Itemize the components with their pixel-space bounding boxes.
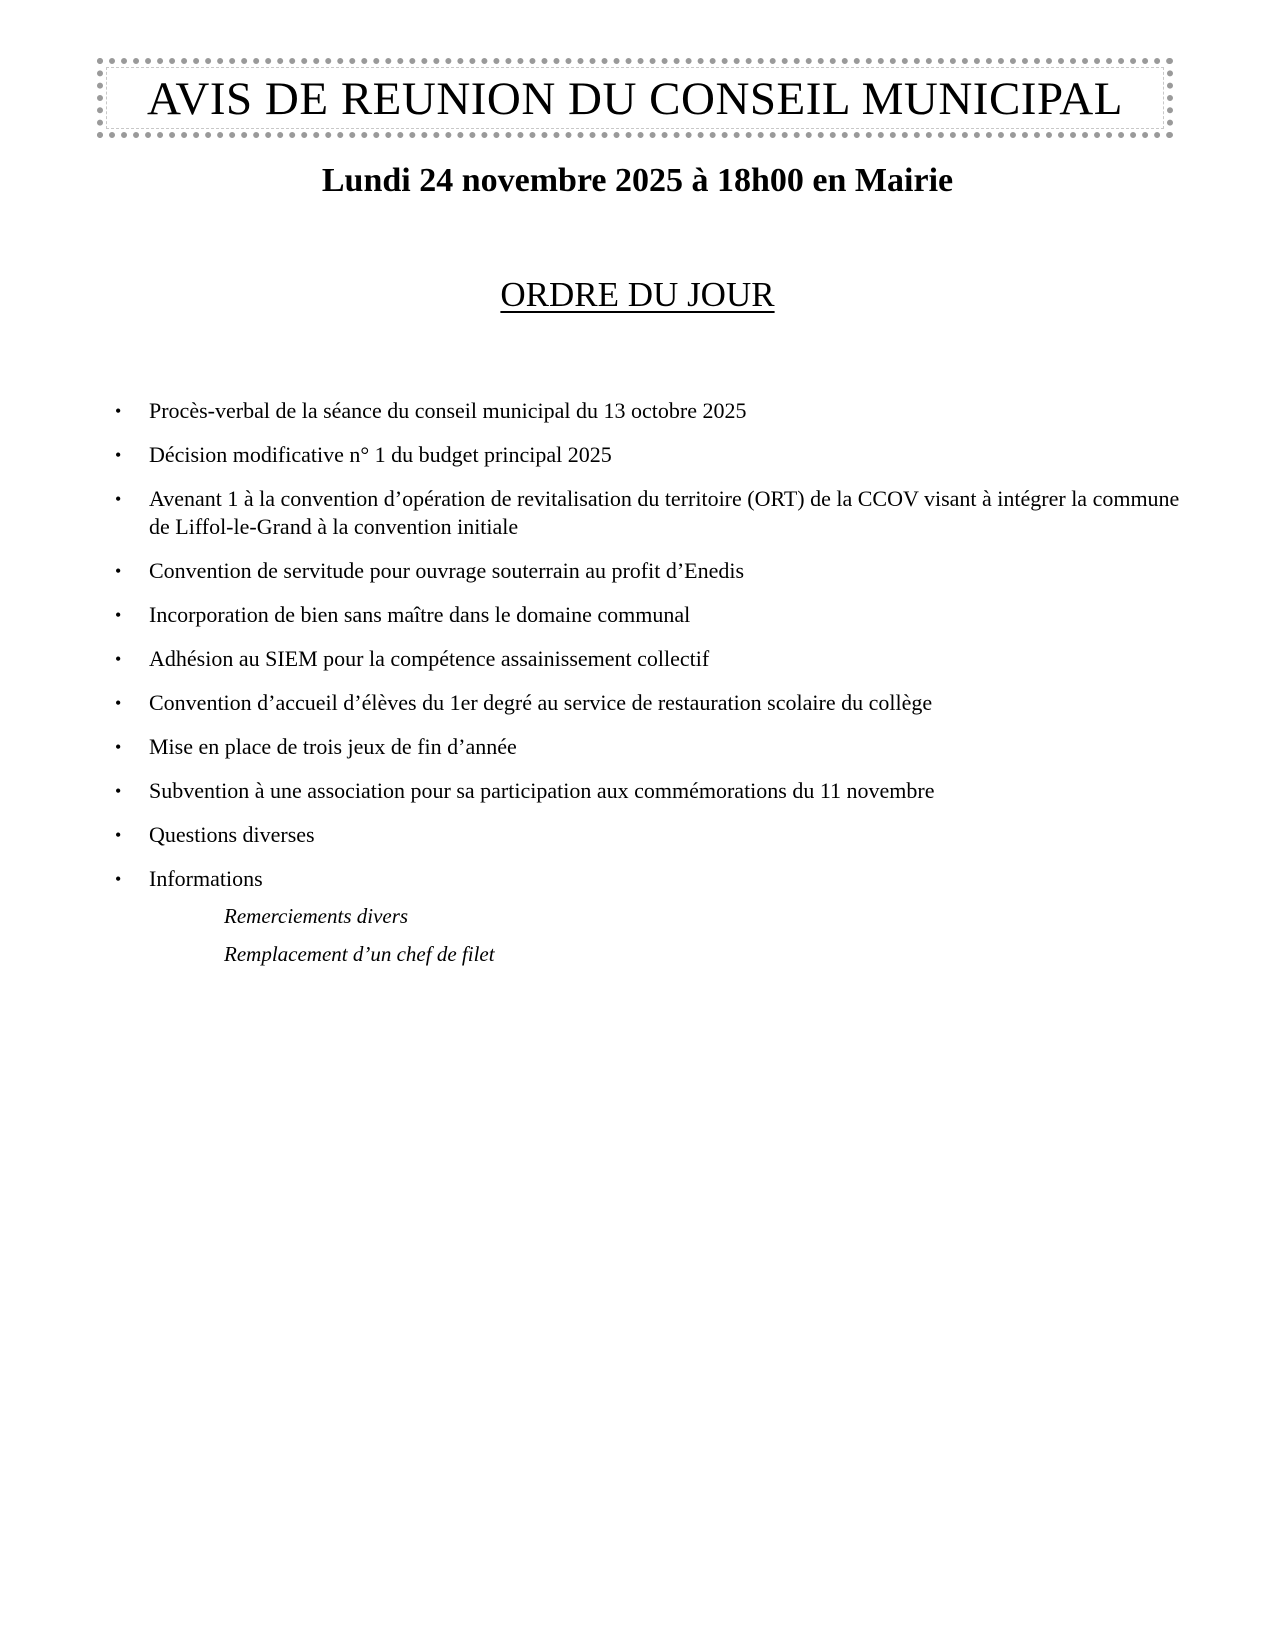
information-item: Remplacement d’un chef de filet: [224, 942, 495, 966]
bullet-icon: •: [115, 693, 122, 713]
document-title: AVIS DE REUNION DU CONSEIL MUNICIPAL: [147, 72, 1123, 125]
agenda-item-text: Questions diverses: [149, 822, 315, 847]
title-frame: [97, 58, 1173, 138]
agenda-item: [110, 865, 1190, 893]
bullet-icon: •: [115, 869, 122, 889]
bullet-icon: •: [115, 561, 122, 581]
agenda-list: [110, 397, 1190, 909]
agenda-item: [110, 821, 1190, 849]
agenda-item-text: Avenant 1 à la convention d’opération de revitalisation du territoire (ORT) de la CCOV visant à intégrer la commune de Liffol-le-Grand à la convention initiale: [149, 486, 1180, 539]
bullet-icon: •: [115, 825, 122, 845]
agenda-item: [110, 397, 1190, 425]
agenda-heading-text: ORDRE DU JOUR: [500, 275, 775, 314]
agenda-item-text: Incorporation de bien sans maître dans le domaine communal: [149, 602, 691, 627]
bullet-icon: •: [115, 781, 122, 801]
agenda-item-text: Subvention à une association pour sa participation aux commémorations du 11 novembre: [149, 778, 935, 803]
bullet-icon: •: [115, 737, 122, 757]
agenda-item-text: Procès-verbal de la séance du conseil municipal du 13 octobre 2025: [149, 398, 747, 423]
bullet-icon: •: [115, 649, 122, 669]
agenda-item-text: Informations: [149, 866, 263, 891]
agenda-item-text: Décision modificative n° 1 du budget principal 2025: [149, 442, 612, 467]
bullet-icon: •: [115, 605, 122, 625]
agenda-item-text: Convention d’accueil d’élèves du 1er degré au service de restauration scolaire du collège: [149, 690, 933, 715]
agenda-item-text: Mise en place de trois jeux de fin d’année: [149, 734, 517, 759]
bullet-icon: •: [115, 489, 122, 509]
meeting-date: Lundi 24 novembre 2025 à 18h00 en Mairie: [321, 162, 954, 199]
agenda-item: [110, 777, 1190, 805]
agenda-item: [110, 601, 1190, 629]
agenda-item: [110, 557, 1190, 585]
agenda-item: [110, 689, 1190, 717]
agenda-item: [110, 485, 1190, 541]
agenda-item-text: Convention de servitude pour ouvrage souterrain au profit d’Enedis: [149, 558, 745, 583]
bullet-icon: •: [115, 445, 122, 465]
agenda-item-text: Adhésion au SIEM pour la compétence assainissement collectif: [149, 646, 710, 671]
agenda-item: [110, 645, 1190, 673]
information-list: [224, 902, 495, 978]
bullet-icon: •: [115, 401, 122, 421]
agenda-heading: [0, 276, 1275, 315]
agenda-item: [110, 441, 1190, 469]
information-item: Remerciements divers: [224, 904, 409, 928]
agenda-item: [110, 733, 1190, 761]
